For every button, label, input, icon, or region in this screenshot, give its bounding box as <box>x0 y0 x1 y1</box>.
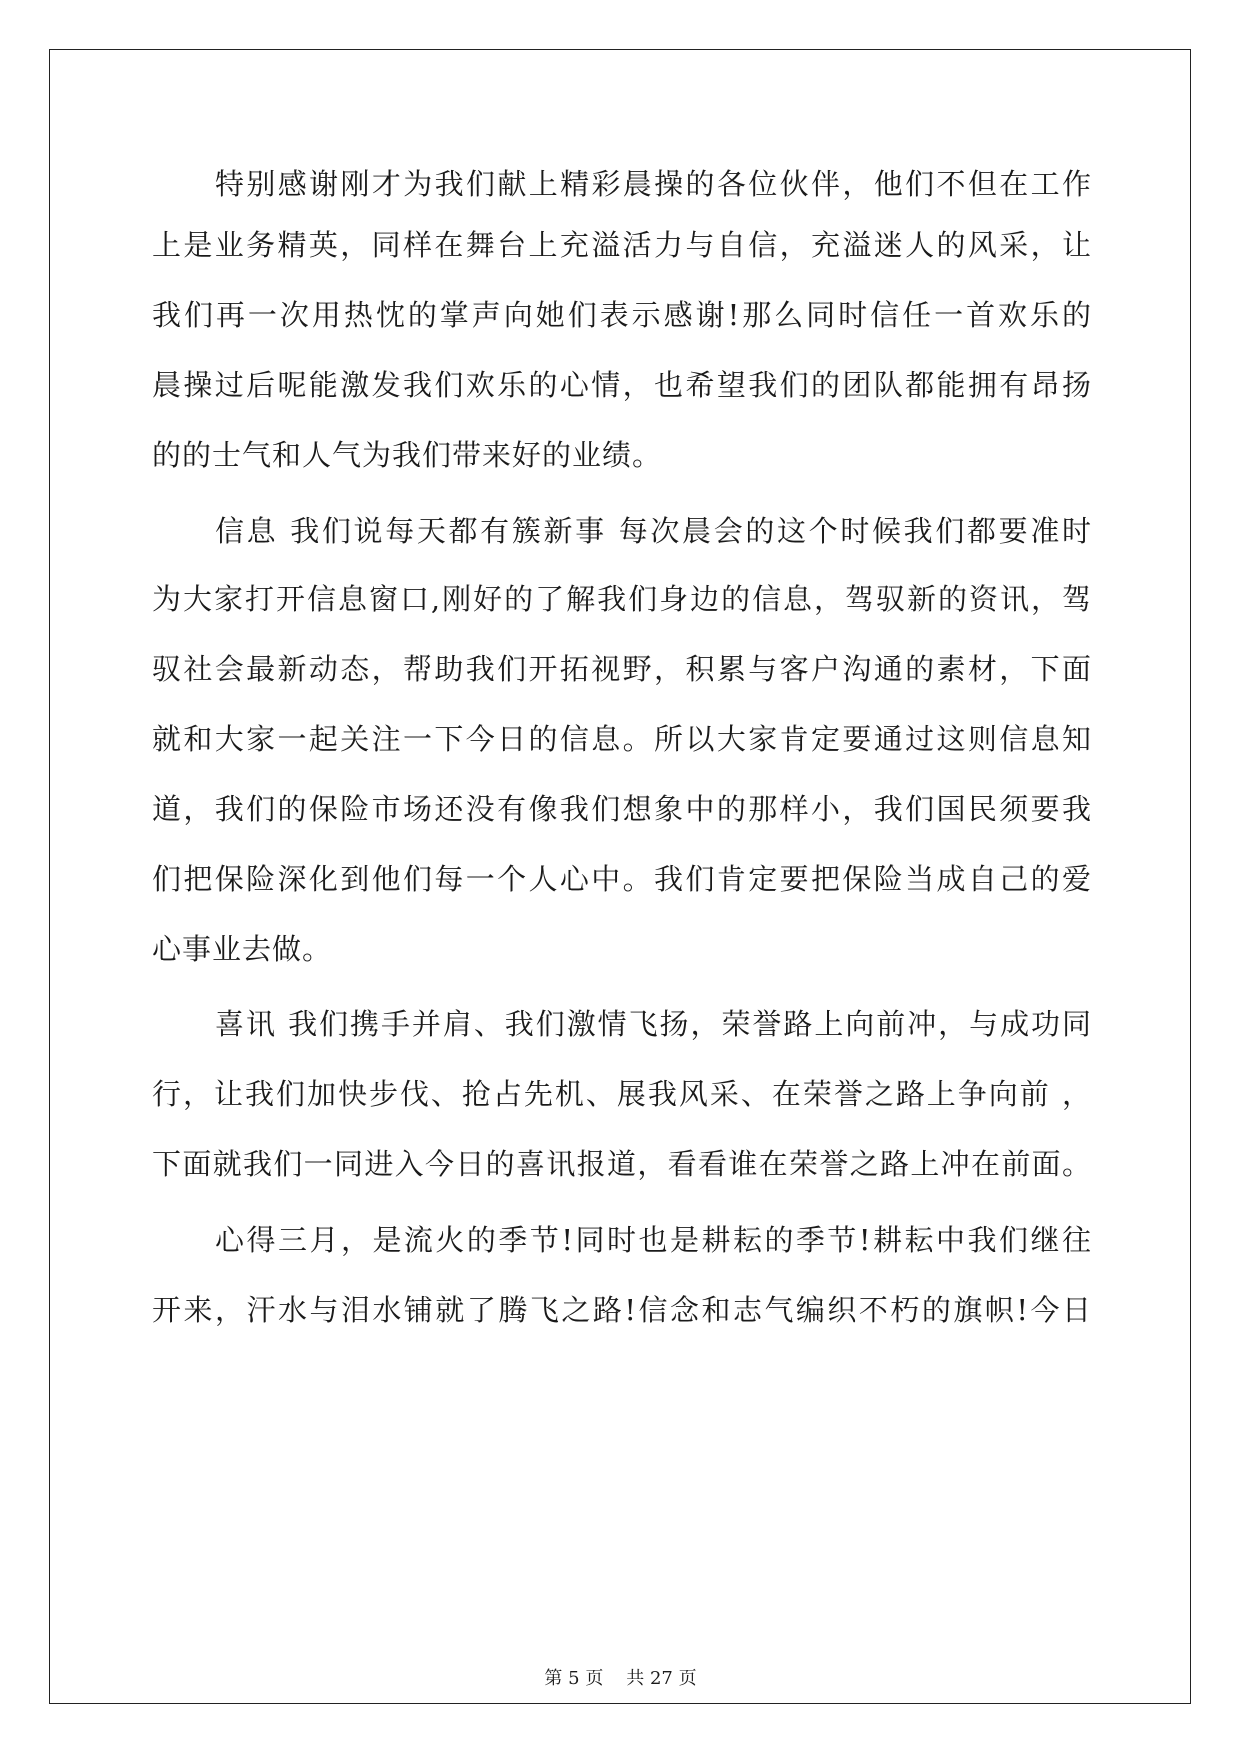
text-line: 心得三月，是流火的季节!同时也是耕耘的季节!耕耘中我们继往 <box>215 1223 1092 1257</box>
text-line: 驭社会最新动态，帮助我们开拓视野，积累与客户沟通的素材，下面 <box>152 652 1092 686</box>
text-line: 晨操过后呢能激发我们欢乐的心情，也希望我们的团队都能拥有昂扬 <box>152 368 1092 402</box>
text-line: 行，让我们加快步伐、抢占先机、展我风采、在荣誉之路上争向前 ， <box>152 1077 1092 1111</box>
page-total: 共 27 页 <box>626 1668 697 1689</box>
text-line: 为大家打开信息窗口,刚好的了解我们身边的信息，驾驭新的资讯，驾 <box>152 582 1092 616</box>
page-footer <box>0 1664 1241 1690</box>
text-line: 就和大家一起关注一下今日的信息。所以大家肯定要通过这则信息知 <box>152 722 1092 756</box>
text-line: 特别感谢刚才为我们献上精彩晨操的各位伙伴，他们不但在工作 <box>215 167 1092 201</box>
text-line: 心事业去做。 <box>152 932 333 966</box>
text-line: 信息 我们说每天都有簇新事 每次晨会的这个时候我们都要准时 <box>215 514 1092 548</box>
text-line: 喜讯 我们携手并肩、我们激情飞扬，荣誉路上向前冲，与成功同 <box>215 1007 1092 1041</box>
text-line: 下面就我们一同进入今日的喜讯报道，看看谁在荣誉之路上冲在前面。 <box>152 1147 1092 1181</box>
text-line: 的的士气和人气为我们带来好的业绩。 <box>152 438 663 472</box>
page-number: 第 5 页 <box>544 1668 604 1689</box>
text-line: 开来，汗水与泪水铺就了腾飞之路!信念和志气编织不朽的旗帜!今日 <box>152 1293 1092 1327</box>
text-line: 们把保险深化到他们每一个人心中。我们肯定要把保险当成自己的爱 <box>152 862 1092 896</box>
text-line: 上是业务精英，同样在舞台上充溢活力与自信，充溢迷人的风采，让 <box>152 228 1092 262</box>
text-line: 我们再一次用热忱的掌声向她们表示感谢!那么同时信任一首欢乐的 <box>152 298 1092 332</box>
text-line: 道，我们的保险市场还没有像我们想象中的那样小，我们国民须要我 <box>152 792 1092 826</box>
